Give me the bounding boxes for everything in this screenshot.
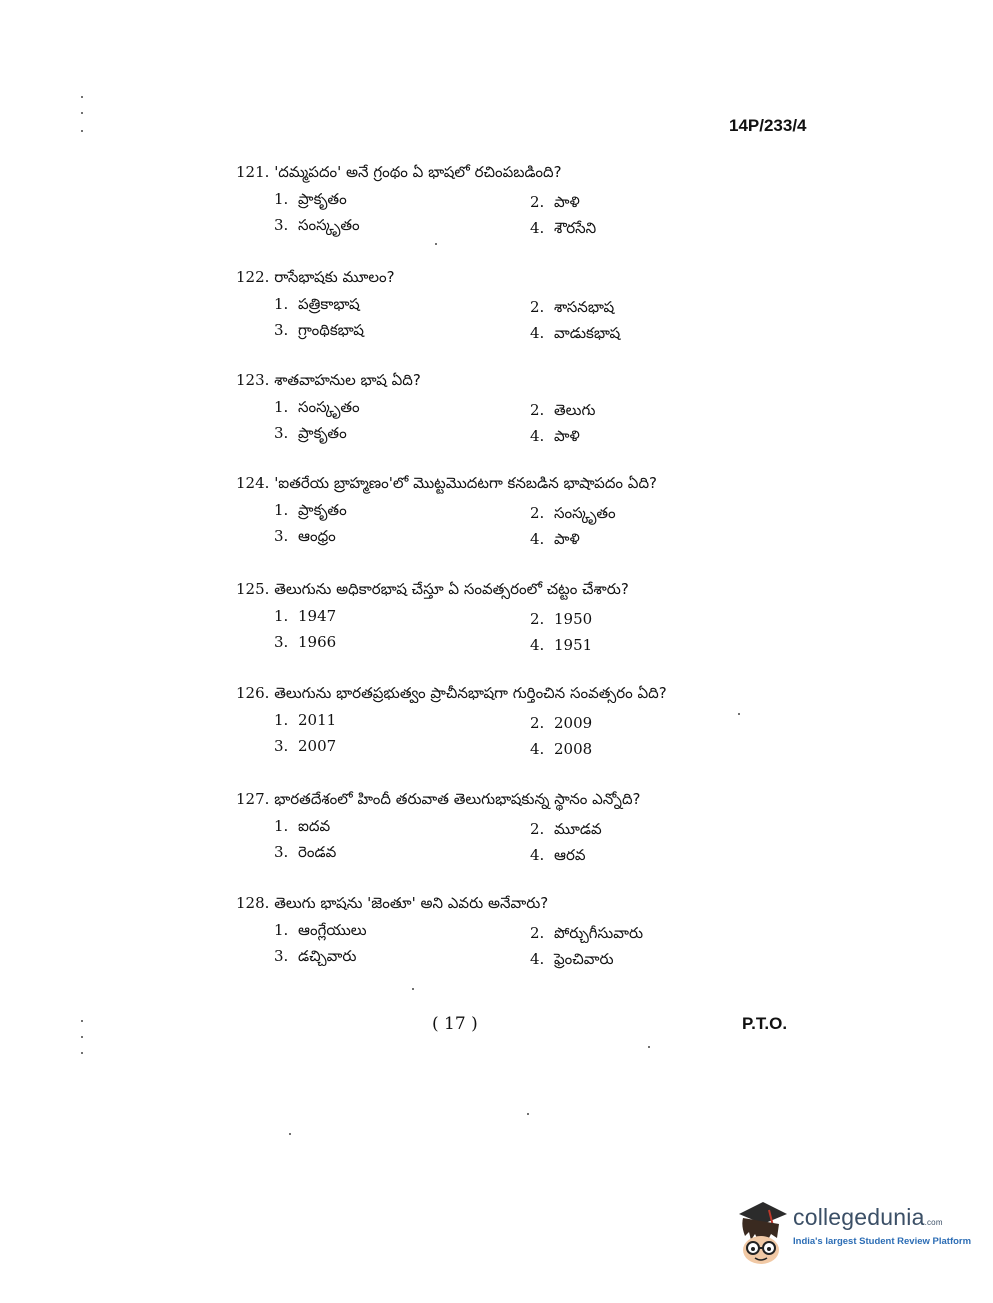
option-2: 2. సంస్కృతం bbox=[530, 504, 616, 522]
question-number: 128. bbox=[236, 894, 270, 912]
question-126 bbox=[236, 684, 796, 764]
option-3: 3. 1966 bbox=[274, 633, 337, 651]
question-number: 125. bbox=[236, 580, 270, 598]
option-1: 1. ప్రాకృతం bbox=[274, 501, 347, 519]
option-1: 1. ఐదవ bbox=[274, 817, 331, 835]
question-123 bbox=[236, 371, 796, 451]
question-text: 'దమ్మపదం' అనే గ్రంథం ఏ భాషలో రచింపబడింది? bbox=[274, 163, 562, 181]
pto-label: P.T.O. bbox=[742, 1014, 788, 1033]
scan-speck bbox=[81, 112, 83, 114]
question-stem bbox=[236, 474, 657, 496]
question-127 bbox=[236, 790, 796, 870]
option-1: 1. పత్రికాభాష bbox=[274, 295, 360, 313]
question-stem bbox=[236, 371, 421, 393]
scan-speck bbox=[648, 1046, 650, 1048]
question-number: 123. bbox=[236, 371, 270, 389]
question-number: 126. bbox=[236, 684, 270, 702]
option-2: 2. పాళి bbox=[530, 193, 580, 211]
page-number: ( 17 ) bbox=[432, 1014, 478, 1034]
question-text: తెలుగును అధికారభాష చేస్తూ ఏ సంవత్సరంలో చట్టం చేశారు? bbox=[274, 580, 629, 598]
option-1: 1. 2011 bbox=[274, 711, 337, 729]
question-125 bbox=[236, 580, 796, 660]
scan-speck bbox=[412, 988, 414, 990]
option-4: 4. పాళి bbox=[530, 530, 580, 548]
question-stem bbox=[236, 163, 562, 185]
option-1: 1. 1947 bbox=[274, 607, 337, 625]
question-number: 121. bbox=[236, 163, 270, 181]
option-1: 1. ఆంగ్లేయులు bbox=[274, 921, 367, 939]
option-4: 4. 1951 bbox=[530, 636, 593, 654]
question-stem bbox=[236, 790, 641, 812]
option-2: 2. 2009 bbox=[530, 714, 593, 732]
question-number: 124. bbox=[236, 474, 270, 492]
question-128 bbox=[236, 894, 796, 974]
question-122 bbox=[236, 268, 796, 348]
option-4: 4. పాళి bbox=[530, 427, 580, 445]
option-3: 3. సంస్కృతం bbox=[274, 216, 360, 234]
option-3: 3. 2007 bbox=[274, 737, 337, 755]
question-stem bbox=[236, 684, 667, 706]
option-1: 1. సంస్కృతం bbox=[274, 398, 360, 416]
question-text: శాతవాహనుల భాష ఏది? bbox=[274, 371, 421, 389]
question-text: 'ఐతరేయ బ్రాహ్మణం'లో మొట్టమొదటగా కనబడిన భాషాపదం ఏది? bbox=[274, 474, 658, 492]
option-4: 4. వాడుకభాష bbox=[530, 324, 621, 342]
paper-code: 14P/233/4 bbox=[729, 116, 807, 135]
question-number: 127. bbox=[236, 790, 270, 808]
option-2: 2. 1950 bbox=[530, 610, 593, 628]
option-1: 1. ప్రాకృతం bbox=[274, 190, 347, 208]
logo-tagline: India's largest Student Review Platform bbox=[793, 1236, 972, 1247]
scan-speck bbox=[81, 130, 83, 132]
option-3: 3. రెండవ bbox=[274, 843, 337, 861]
collegedunia-logo bbox=[733, 1196, 972, 1268]
option-3: 3. ప్రాకృతం bbox=[274, 424, 347, 442]
option-3: 3. డచ్చివారు bbox=[274, 947, 357, 965]
option-2: 2. శాసనభాష bbox=[530, 298, 615, 316]
option-4: 4. శౌరసేని bbox=[530, 219, 597, 237]
scan-speck bbox=[289, 1133, 291, 1135]
question-stem bbox=[236, 580, 629, 602]
question-text: తెలుగును భారతప్రభుత్వం ప్రాచీనభాషగా గుర్తించిన సంవత్సరం ఏది? bbox=[274, 684, 667, 702]
question-text: తెలుగు భాషను 'జెంతూ' అని ఎవరు అనేవారు? bbox=[274, 894, 549, 912]
option-2: 2. పోర్చుగీసువారు bbox=[530, 924, 644, 942]
question-stem bbox=[236, 268, 395, 290]
question-text: రాసేభాషకు మూలం? bbox=[274, 268, 395, 286]
scan-speck bbox=[738, 713, 740, 715]
question-number: 122. bbox=[236, 268, 270, 286]
option-3: 3. గ్రాంథికభాష bbox=[274, 321, 364, 339]
option-2: 2. తెలుగు bbox=[530, 401, 596, 419]
question-stem bbox=[236, 894, 548, 916]
scan-speck bbox=[81, 1052, 83, 1054]
scan-speck bbox=[81, 96, 83, 98]
logo-wordmark: collegedunia.com bbox=[793, 1204, 943, 1230]
option-3: 3. ఆంధ్రం bbox=[274, 527, 336, 545]
option-2: 2. మూడవ bbox=[530, 820, 602, 838]
question-121 bbox=[236, 163, 796, 243]
option-4: 4. 2008 bbox=[530, 740, 593, 758]
question-text: భారతదేశంలో హిందీ తరువాత తెలుగుభాషకున్న స్థానం ఎన్నోది? bbox=[274, 790, 641, 808]
option-4: 4. ఆరవ bbox=[530, 846, 586, 864]
scan-speck bbox=[81, 1020, 83, 1022]
scan-speck bbox=[81, 1036, 83, 1038]
question-124 bbox=[236, 474, 796, 554]
scan-speck bbox=[527, 1113, 529, 1115]
mascot-icon bbox=[733, 1196, 791, 1268]
scan-speck bbox=[435, 243, 437, 245]
option-4: 4. ఫ్రెంచివారు bbox=[530, 950, 614, 968]
